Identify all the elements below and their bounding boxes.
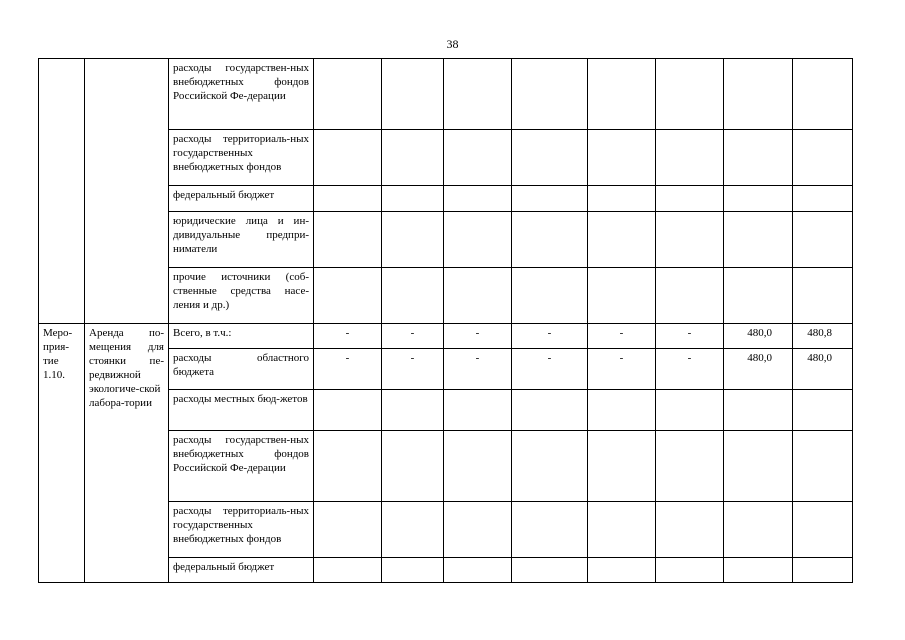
value-cell: - [512,349,588,390]
page-number: 38 [446,37,459,51]
funding-source-cell: федеральный бюджет [169,558,314,583]
value-cell: - [588,324,656,349]
value-cell: - [314,324,382,349]
activity-name-cell: Аренда по-мещения для стоянки пе-редвижной экологиче-ской лабора-тории [85,324,169,583]
activity-number-cell: Меро-прия-тие 1.10. [39,324,85,583]
value-cell: - [382,324,444,349]
table-row [39,324,853,349]
value-cell: - [656,324,724,349]
funding-source-cell: федеральный бюджет [169,186,314,212]
funding-source-cell: расходы территориаль-ных государственных внебюджетных фондов [169,130,314,186]
activity-name-cell [85,59,169,324]
funding-source-cell: расходы государствен-ных внебюджетных фондов Российской Фе-дерации [169,431,314,502]
table-row [39,59,853,130]
funding-source-cell: Всего, в т.ч.: [169,324,314,349]
funding-source-cell: прочие источники (соб-ственные средства насе-ления и др.) [169,268,314,324]
funding-source-cell: расходы территориаль-ных государственных внебюджетных фондов [169,502,314,558]
value-cell: - [444,324,512,349]
value-cell: 480,0 [724,324,793,349]
value-cell: - [512,324,588,349]
funding-source-cell: расходы местных бюд-жетов [169,390,314,431]
activity-number-cell [39,59,85,324]
value-cell: - [314,349,382,390]
value-cell: 480,8 [793,324,853,349]
value-cell: - [382,349,444,390]
budget-table [38,58,853,583]
funding-source-cell: расходы государствен-ных внебюджетных фондов Российской Фе-дерации [169,59,314,130]
funding-source-cell: расходы областного бюджета [169,349,314,390]
value-cell: - [656,349,724,390]
value-cell: 480,0 [724,349,793,390]
value-cell: 480,0 [793,349,853,390]
value-cell: - [588,349,656,390]
funding-source-cell: юридические лица и ин-дивидуальные предпри-ниматели [169,212,314,268]
value-cell: - [444,349,512,390]
